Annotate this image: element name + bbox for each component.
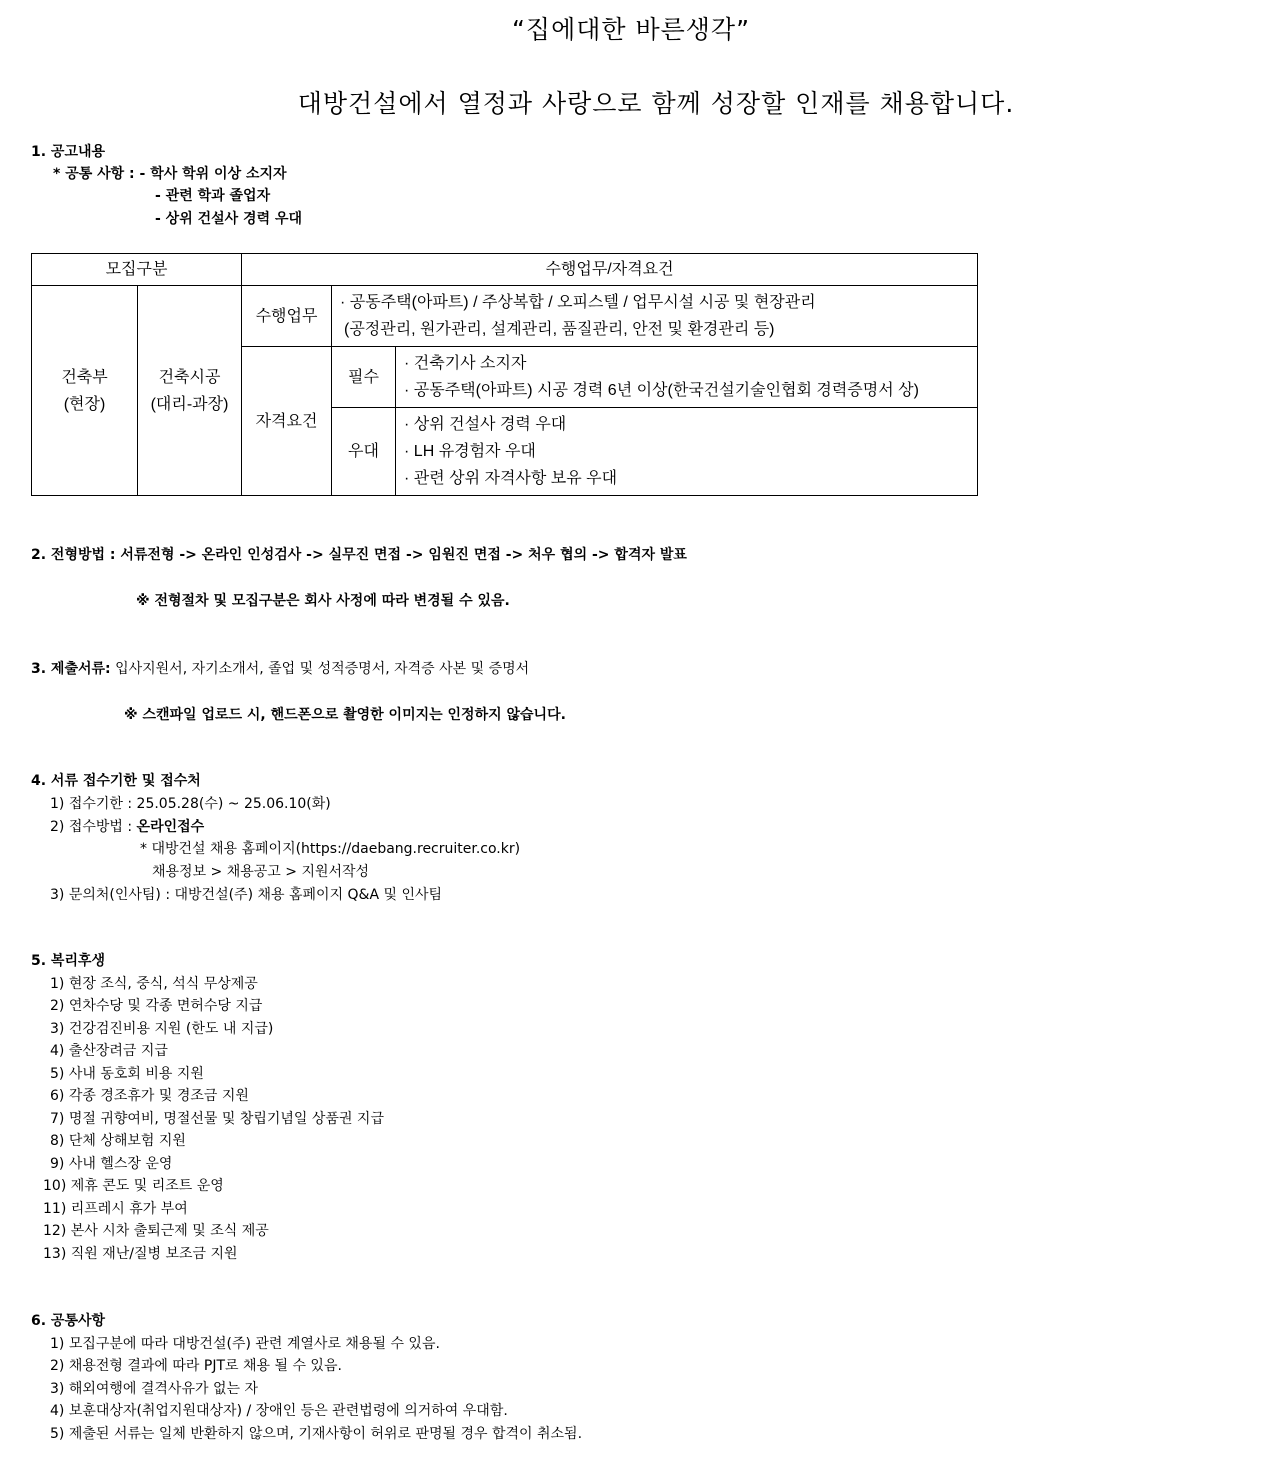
list-item: 3) 해외여행에 결격사유가 없는 자: [50, 1381, 258, 1397]
department-name: 건축부: [61, 368, 108, 386]
list-item: 3) 건강검진비용 지원 (한도 내 지급): [50, 1021, 274, 1037]
list-item: 6) 각종 경조휴가 및 경조금 지원: [50, 1088, 249, 1104]
preferred-content: [396, 408, 978, 496]
list-item: 7) 명절 귀향여비, 명절선물 및 창립기념일 상품권 지급: [50, 1111, 384, 1127]
section3-text: 입사지원서, 자기소개서, 졸업 및 성적증명서, 자격증 사본 및 증명서: [110, 661, 530, 677]
section2-selection-process: 2. 전형방법 : 서류전형 -> 온라인 인성검사 -> 실무진 면접 -> 임원진 면접 -> 처우 협의 -> 합격자 발표: [31, 547, 687, 563]
common-requirement-item: - 관련 학과 졸업자: [155, 188, 271, 204]
duty-line: · 공동주택(아파트) / 주상복합 / 오피스텔 / 업무시설 시공 및 현장관리: [340, 294, 816, 311]
list-item: 2) 채용전형 결과에 따라 PJT로 채용 될 수 있음.: [50, 1358, 342, 1374]
qualification-label: 자격요건: [242, 347, 332, 496]
preferred-line: · 상위 건설사 경력 우대: [404, 416, 567, 433]
section4-title: 4. 서류 접수기한 및 접수처: [31, 773, 201, 789]
preferred-line: · 관련 상위 자격사항 보유 우대: [404, 470, 618, 487]
application-path: 채용정보 > 채용공고 > 지원서작성: [152, 864, 370, 880]
header-duty-qualification: 수행업무/자격요건: [242, 254, 978, 286]
list-item: 12) 본사 시차 출퇴근제 및 조식 제공: [43, 1223, 269, 1239]
section1-title: 1. 공고내용: [31, 144, 106, 160]
section6-title: 6. 공통사항: [31, 1313, 106, 1329]
application-deadline: 1) 접수기한 : 25.05.28(수) ~ 25.06.10(화): [50, 796, 331, 812]
header-recruit-category: 모집구분: [32, 254, 242, 286]
preferred-label: 우대: [332, 408, 396, 496]
department-cell: [32, 286, 138, 496]
application-method-label: 2) 접수방법 :: [50, 819, 137, 835]
list-item: 1) 모집구분에 따라 대방건설(주) 관련 계열사로 채용될 수 있음.: [50, 1336, 440, 1352]
slogan: “집에대한 바른생각”: [511, 15, 751, 44]
preferred-line: · LH 유경험자 우대: [404, 443, 536, 460]
common-requirement-item: - 상위 건설사 경력 우대: [155, 211, 303, 227]
duty-line: (공정관리, 원가관리, 설계관리, 품질관리, 안전 및 환경관리 등): [344, 321, 775, 338]
required-label: 필수: [332, 347, 396, 408]
duty-label: 수행업무: [242, 286, 332, 347]
section3-label: 3. 제출서류:: [31, 661, 111, 677]
role-cell: [138, 286, 242, 496]
application-method: [50, 816, 204, 836]
application-method-value: 온라인접수: [136, 819, 205, 835]
headline: 대방건설에서 열정과 사랑으로 함께 성장할 인재를 채용합니다.: [297, 89, 1015, 118]
list-item: 5) 사내 동호회 비용 지원: [50, 1066, 204, 1082]
list-item: 9) 사내 헬스장 운영: [50, 1156, 173, 1172]
list-item: 1) 현장 조식, 중식, 석식 무상제공: [50, 976, 258, 992]
recruitment-table: [31, 253, 978, 496]
required-line: · 공동주택(아파트) 시공 경력 6년 이상(한국건설기술인협회 경력증명서 상): [404, 382, 919, 399]
role-level: (대리-과장): [150, 395, 229, 413]
list-item: 8) 단체 상해보험 지원: [50, 1133, 186, 1149]
duty-content: [332, 286, 978, 347]
department-location: (현장): [63, 395, 106, 413]
required-content: [396, 347, 978, 408]
list-item: 4) 출산장려금 지급: [50, 1043, 168, 1059]
table-header-row: [32, 254, 978, 286]
section3-note: ※ 스캔파일 업로드 시, 핸드폰으로 촬영한 이미지는 인정하지 않습니다.: [124, 707, 566, 723]
list-item: 13) 직원 재난/질병 보조금 지원: [43, 1246, 238, 1262]
list-item: 11) 리프레시 휴가 부여: [43, 1201, 188, 1217]
list-item: 10) 제휴 콘도 및 리조트 운영: [43, 1178, 224, 1194]
section2-note: ※ 전형절차 및 모집구분은 회사 사정에 따라 변경될 수 있음.: [136, 593, 510, 609]
required-line: · 건축기사 소지자: [404, 355, 527, 372]
section3-documents: [31, 658, 529, 678]
list-item: 5) 제출된 서류는 일체 반환하지 않으며, 기재사항이 허위로 판명될 경우 합격이 취소됨.: [50, 1426, 583, 1442]
contact-info: 3) 문의처(인사팀) : 대방건설(주) 채용 홈페이지 Q&A 및 인사팀: [50, 887, 443, 903]
section5-title: 5. 복리후생: [31, 953, 106, 969]
common-requirement-label: * 공통 사항 : - 학사 학위 이상 소지자: [53, 166, 287, 182]
list-item: 4) 보훈대상자(취업지원대상자) / 장애인 등은 관련법령에 의거하여 우대함.: [50, 1403, 508, 1419]
role-name: 건축시공: [158, 368, 221, 386]
list-item: 2) 연차수당 및 각종 면허수당 지급: [50, 998, 263, 1014]
table-row: [32, 286, 978, 347]
application-site: * 대방건설 채용 홈페이지(https://daebang.recruiter.co.kr): [140, 841, 521, 857]
